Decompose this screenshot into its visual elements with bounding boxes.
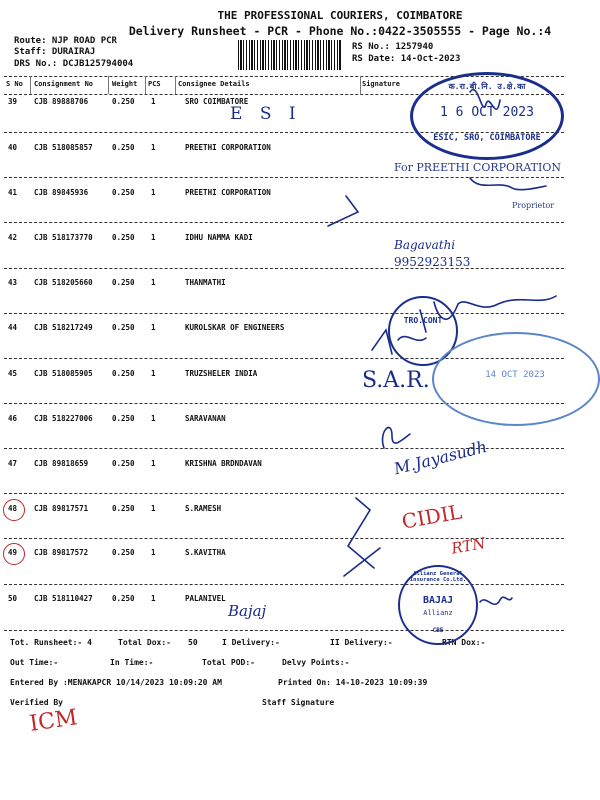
row-pcs: 1: [151, 414, 156, 423]
row-pcs: 1: [151, 323, 156, 332]
row-weight: 0.250: [112, 143, 135, 152]
row-pcs: 1: [151, 278, 156, 287]
row-pcs: 1: [151, 233, 156, 242]
row-pcs: 1: [151, 548, 156, 557]
row-consignment: CJB 518085905: [34, 369, 93, 378]
out-time: Out Time:-: [10, 658, 59, 667]
row-pcs: 1: [151, 369, 156, 378]
bajaj-stamp-city: CBE: [432, 627, 444, 634]
verified-by: Verified By: [10, 698, 63, 707]
row-consignment: CJB 518173770: [34, 233, 93, 242]
esic-stamp-date: 1 6 OCT 2023: [440, 105, 534, 120]
date-stamp-date: 14 OCT 2023: [485, 370, 545, 380]
handwritten-rtn-note: RTN: [450, 534, 487, 558]
row-weight: 0.250: [112, 504, 135, 513]
entered-by: Entered By :MENAKAPCR 10/14/2023 10:09:20 AM: [10, 678, 222, 687]
row-weight: 0.250: [112, 414, 135, 423]
drs-number: DRS No.: DCJB125794004: [14, 59, 134, 69]
row-consignee: THANMATHI: [185, 278, 226, 287]
row-sno: 40: [8, 143, 18, 152]
handwritten-signature: S.A.R.: [362, 368, 430, 393]
row-consignee: PREETHI CORPORATION: [185, 188, 271, 197]
row-sno: 46: [8, 414, 18, 423]
row-consignment: CJB 89845936: [34, 188, 89, 197]
col-consignee: Consignee Details: [178, 80, 250, 88]
col-pcs: PCS: [148, 80, 161, 88]
esic-stamp-ring: ESIC, SRO, COIMBATORE: [433, 133, 541, 143]
row-sno: 47: [8, 459, 18, 468]
row-consignment: CJB 518205660: [34, 278, 93, 287]
row-consignment: CJB 518085857: [34, 143, 93, 152]
row-sno: 50: [8, 594, 18, 603]
row-consignment: CJB 89888706: [34, 97, 89, 106]
row-pcs: 1: [151, 143, 156, 152]
runsheet-subtitle: Delivery Runsheet - PCR - Phone No.:0422-3505555 - Page No.:4: [128, 24, 552, 38]
company-title: THE PROFESSIONAL COURIERS, COIMBATORE: [217, 9, 463, 22]
delvy-points: Delvy Points:-: [282, 658, 350, 667]
handwritten-name: Bagavathi: [394, 238, 456, 252]
total-pod: Total POD:-: [202, 658, 255, 667]
row-pcs: 1: [151, 97, 156, 106]
rs-number: RS No.: 1257940: [352, 42, 434, 52]
handwritten-signature: M.Jayasudh: [392, 437, 489, 479]
row-consignment: CJB 89818659: [34, 459, 89, 468]
row-sno: 39: [8, 97, 18, 106]
bajaj-stamp-sub: Allianz: [423, 609, 453, 617]
round-stamp-text: TRO.CONT: [403, 316, 443, 325]
row-consignment: CJB 89817571: [34, 504, 89, 513]
row-pcs: 1: [151, 594, 156, 603]
row-consignee: SRO COIMBATORE: [185, 97, 249, 106]
col-consignment: Consignment No: [34, 80, 94, 88]
staff-signature-label: Staff Signature: [262, 698, 335, 707]
printed-on: Printed On: 14-10-2023 10:09:39: [278, 678, 428, 687]
in-time: In Time:-: [110, 658, 154, 667]
preethi-stamp-role: Proprietor: [512, 201, 555, 210]
row-weight: 0.250: [112, 233, 135, 242]
row-sno: 42: [8, 233, 18, 242]
row-consignee: KUROLSKAR OF ENGINEERS: [185, 323, 285, 332]
bajaj-stamp-ring: Allianz General Insurance Co.Ltd.: [409, 571, 467, 583]
bajaj-stamp-center: BAJAJ: [422, 595, 454, 606]
row-weight: 0.250: [112, 97, 135, 106]
route-label: Route: NJP ROAD PCR: [14, 36, 117, 46]
handwritten-signature: Bajaj: [228, 602, 267, 620]
handwritten-esi: E S I: [230, 104, 302, 124]
verifier-signature: ICM: [28, 705, 80, 737]
rtn-dox: RTN Dox:-: [442, 638, 486, 647]
row-weight: 0.250: [112, 278, 135, 287]
col-signature: Signature: [362, 80, 400, 88]
row-consignment: CJB 518227006: [34, 414, 93, 423]
row-sno: 45: [8, 369, 18, 378]
row-consignee: PALANIVEL: [185, 594, 226, 603]
esic-stamp-top: क.रा.बी.नि. उ.क्षे.का: [448, 82, 526, 91]
handwritten-phone: 9952923153: [394, 255, 471, 269]
preethi-stamp-for: For PREETHI CORPORATION: [394, 161, 562, 174]
row-consignee: PREETHI CORPORATION: [185, 143, 271, 152]
row-sno: 41: [8, 188, 18, 197]
row-sno: 44: [8, 323, 18, 332]
staff-label: Staff: DURAIRAJ: [14, 47, 96, 57]
row-weight: 0.250: [112, 548, 135, 557]
row-consignee: IDHU NAMMA KADI: [185, 233, 253, 242]
row-consignment: CJB 518217249: [34, 323, 93, 332]
row-weight: 0.250: [112, 459, 135, 468]
row-weight: 0.250: [112, 369, 135, 378]
row-consignee: S.KAVITHA: [185, 548, 226, 557]
tot-runsheet: Tot. Runsheet:- 4: [10, 638, 92, 647]
row-sno: 43: [8, 278, 18, 287]
total-dox-label: Total Dox:-: [118, 638, 171, 647]
row-weight: 0.250: [112, 323, 135, 332]
row-pcs: 1: [151, 459, 156, 468]
row-consignee: S.RAMESH: [185, 504, 222, 513]
handwritten-return-note: CIDIL: [400, 499, 464, 534]
col-sno: S No: [6, 80, 23, 88]
row-consignment: CJB 518110427: [34, 594, 93, 603]
total-dox-value: 50: [188, 638, 198, 647]
ii-delivery: II Delivery:-: [330, 638, 393, 647]
row-weight: 0.250: [112, 594, 135, 603]
row-pcs: 1: [151, 188, 156, 197]
row-pcs: 1: [151, 504, 156, 513]
row-consignee: TRUZSHELER INDIA: [185, 369, 258, 378]
rs-date: RS Date: 14-Oct-2023: [352, 54, 461, 64]
row-sno: 49: [8, 548, 18, 557]
row-consignment: CJB 89817572: [34, 548, 89, 557]
i-delivery: I Delivery:-: [222, 638, 280, 647]
col-weight: Weight: [112, 80, 138, 88]
row-sno: 48: [8, 504, 18, 513]
row-weight: 0.250: [112, 188, 135, 197]
row-consignee: KRISHNA BRDNDAVAN: [185, 459, 262, 468]
row-consignee: SARAVANAN: [185, 414, 226, 423]
